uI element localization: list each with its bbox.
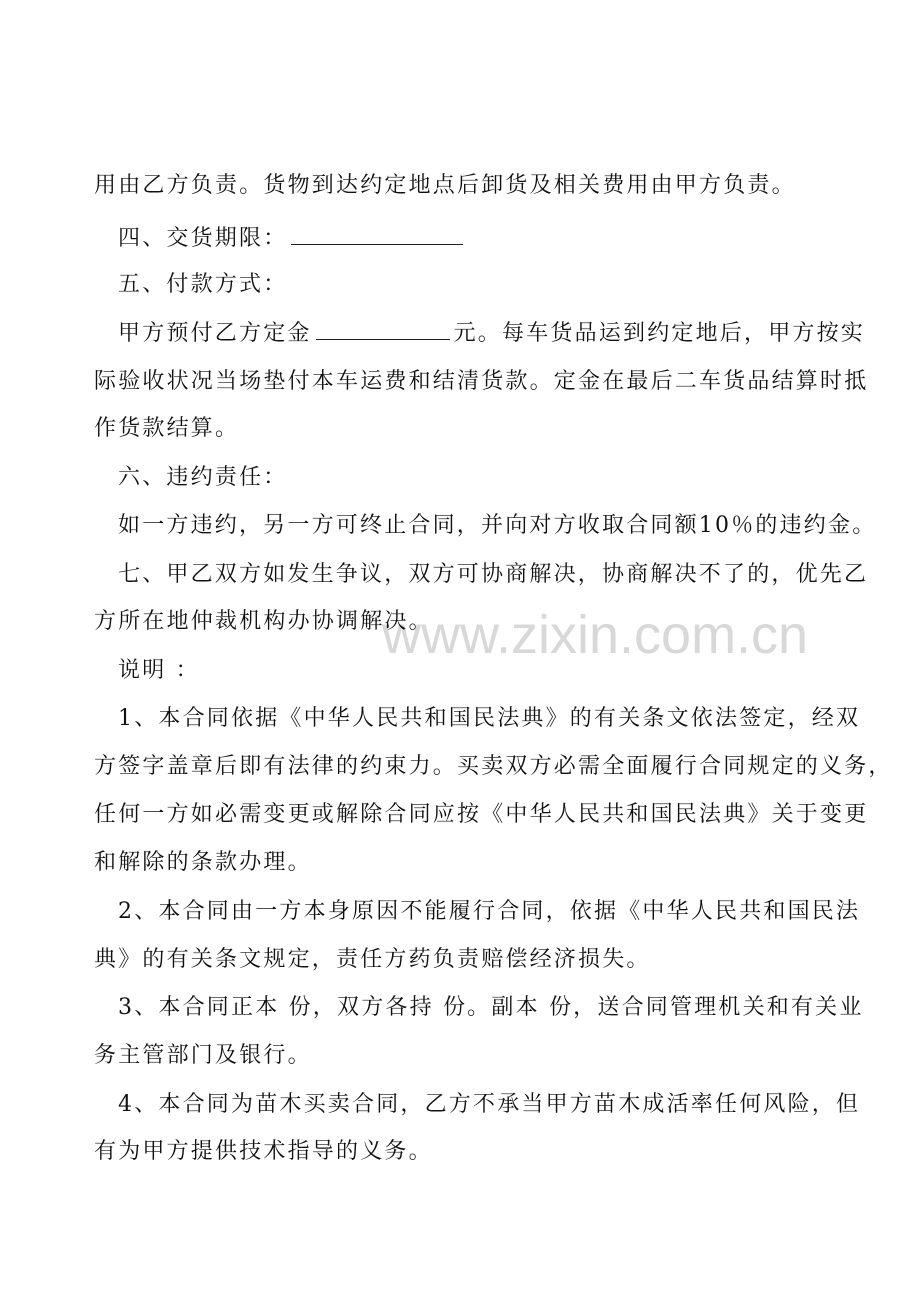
heading-delivery-period	[118, 224, 467, 254]
text-line: 作货款结算。	[94, 416, 240, 441]
text-line: 典》的有关条文规定，责任方药负责赔偿经济损失。	[94, 947, 651, 972]
text-line: 和解除的条款办理。	[94, 850, 312, 875]
text-segment: 甲方预付乙方定金	[118, 321, 312, 346]
heading-notes: 说明 ：	[118, 658, 200, 683]
text-line: 际验收状况当场垫付本车运费和结清货款。定金在最后二车货品结算时抵	[94, 369, 869, 394]
text-line: 任何一方如必需变更或解除合同应按《中华人民共和国民法典》关于变更	[94, 802, 869, 827]
text-segment: 元。每车货品运到约定地后，甲方按实	[453, 321, 866, 346]
text-line: 1、本合同依据《中华人民共和国民法典》的有关条文依法签定，经双	[118, 706, 861, 731]
text-line-deposit	[118, 319, 865, 349]
text-line: 有为甲方提供技术指导的义务。	[94, 1139, 433, 1164]
text-line: 方签字盖章后即有法律的约束力。买卖双方必需全面履行合同规定的义务，	[94, 754, 893, 779]
text-line: 4、本合同为苗木买卖合同，乙方不承当甲方苗木成活率任何风险，但	[118, 1092, 861, 1117]
text-line: 方所在地仲裁机构办协调解决。	[94, 609, 433, 634]
text-line: 务主管部门及银行。	[94, 1043, 312, 1068]
text-line: 用由乙方负责。货物到达约定地点后卸货及相关费用由甲方负责。	[94, 173, 796, 198]
text-line: 3、本合同正本 份，双方各持 份。副本 份，送合同管理机关和有关业	[118, 995, 864, 1020]
heading-liability: 六、违约责任：	[118, 465, 288, 490]
blank-line	[316, 319, 450, 340]
watermark: www.zixin.com.cn	[382, 605, 809, 665]
blank-line	[291, 224, 463, 245]
text-line: 如一方违约，另一方可终止合同，并向对方收取合同额10％的违约金。	[118, 513, 877, 538]
text-line: 七、甲乙双方如发生争议，双方可协商解决，协商解决不了的，优先乙	[118, 562, 869, 587]
heading-label: 四、交货期限：	[118, 226, 288, 251]
text-line: 2、本合同由一方本身原因不能履行合同，依据《中华人民共和国民法	[118, 899, 861, 924]
heading-payment: 五、付款方式：	[118, 272, 288, 297]
